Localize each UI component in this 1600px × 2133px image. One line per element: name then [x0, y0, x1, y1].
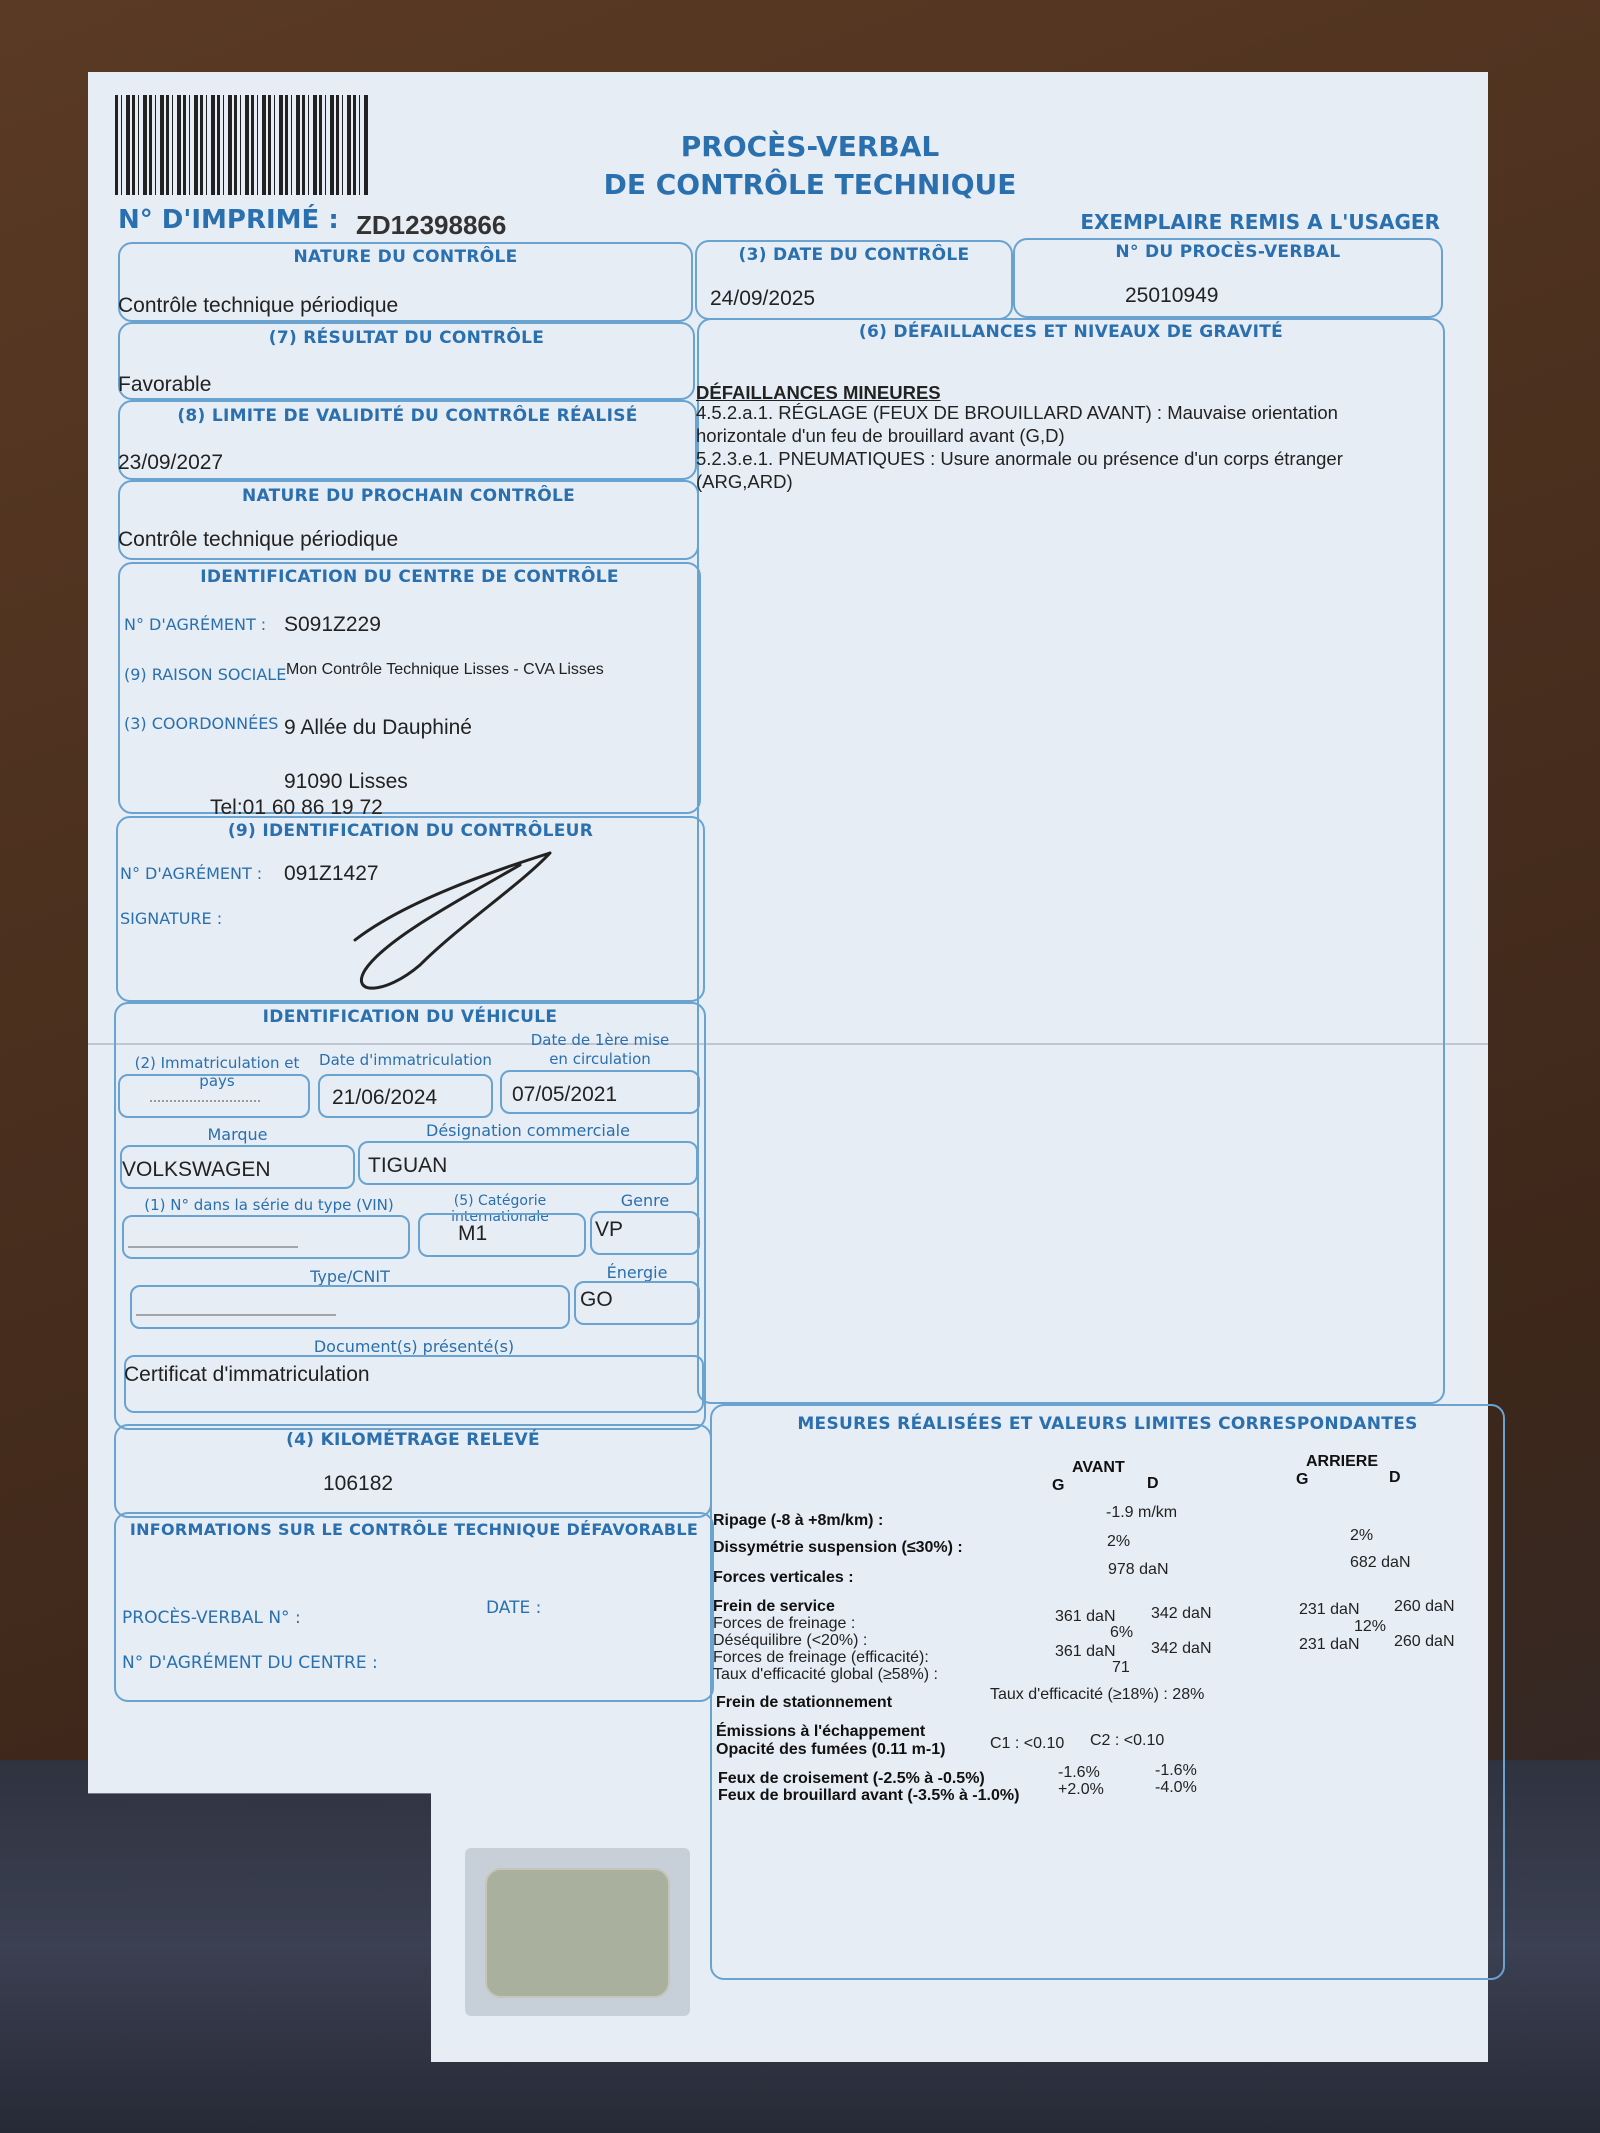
dissymetrie-ar: 2% [1350, 1527, 1374, 1544]
brouillard-g: +2.0% [1058, 1781, 1104, 1798]
defaillances-header: (6) DÉFAILLANCES ET NIVEAUX DE GRAVITÉ [858, 322, 1284, 342]
controleur-agrement-label: N° D'AGRÉMENT : [120, 864, 263, 883]
croisement-g: -1.6% [1058, 1764, 1100, 1781]
dissymetrie-label: Dissymétrie suspension (≤30%) : [713, 1539, 963, 1556]
brouillard-label: Feux de brouillard avant (-3.5% à -1.0%) [718, 1787, 1020, 1804]
designation-label: Désignation commerciale [426, 1121, 630, 1140]
prochain-header: NATURE DU PROCHAIN CONTRÔLE [241, 486, 576, 506]
defaillance-line-4: (ARG,ARD) [696, 471, 793, 492]
forces-freinage-label: Forces de freinage : [713, 1615, 856, 1632]
defavorable-date-label: DATE : [486, 1598, 542, 1618]
defaillance-line-1: 4.5.2.a.1. RÉGLAGE (FEUX DE BROUILLARD AVANT) : Mauvaise orientation [696, 402, 1338, 423]
vin-redacted [128, 1228, 298, 1248]
resultat-header: (7) RÉSULTAT DU CONTRÔLE [268, 328, 545, 348]
forces-vert-label: Forces verticales : [713, 1569, 854, 1586]
designation-value: TIGUAN [368, 1154, 448, 1177]
categorie-label: (5) Catégorie internationale [451, 1193, 549, 1225]
ripage-value: -1.9 m/km [1106, 1504, 1178, 1521]
defavorable-agrement-label: N° D'AGRÉMENT DU CENTRE : [122, 1653, 378, 1673]
fe-av-g: 361 daN [1055, 1643, 1116, 1660]
c2-value: C2 : <0.10 [1090, 1732, 1165, 1749]
opacite-label: Opacité des fumées (0.11 m-1) [716, 1741, 946, 1758]
avant-g-label: G [1052, 1477, 1065, 1494]
date-controle-header: (3) DATE DU CONTRÔLE [738, 245, 970, 265]
energie-value: GO [580, 1288, 613, 1311]
date-controle-value: 24/09/2025 [710, 287, 816, 310]
limite-header: (8) LIMITE DE VALIDITÉ DU CONTRÔLE RÉALISÉ [177, 406, 638, 426]
marque-label: Marque [207, 1125, 268, 1144]
croisement-label: Feux de croisement (-2.5% à -0.5%) [718, 1770, 985, 1787]
c1-value: C1 : <0.10 [990, 1735, 1065, 1752]
forces-eff-label: Forces de freinage (efficacité): [713, 1649, 929, 1666]
arriere-d-label: D [1389, 1469, 1401, 1486]
defavorable-box [114, 1512, 714, 1702]
doc-title-line2: DE CONTRÔLE TECHNIQUE [603, 168, 1017, 201]
type-redacted [136, 1298, 336, 1316]
forces-vert-av: 978 daN [1108, 1561, 1169, 1578]
premiere-value: 07/05/2021 [512, 1083, 618, 1106]
categorie-value: M1 [458, 1222, 488, 1245]
centre-header: IDENTIFICATION DU CENTRE DE CONTRÔLE [200, 567, 619, 587]
barcode [115, 95, 370, 195]
immat-label: (2) Immatriculation et pays [134, 1054, 300, 1090]
ff-av-d: 342 daN [1151, 1605, 1212, 1622]
taux-global-label: Taux d'efficacité global (≥58%) : [713, 1666, 938, 1683]
limite-value: 23/09/2027 [118, 451, 224, 474]
immat-redacted [150, 1092, 260, 1102]
centre-raison-label: (9) RAISON SOCIALE [124, 665, 287, 684]
marque-value: VOLKSWAGEN [122, 1158, 271, 1181]
fe-ar-g: 231 daN [1299, 1636, 1360, 1653]
ff-ar-d: 260 daN [1394, 1598, 1455, 1615]
resultat-value: Favorable [118, 373, 212, 396]
date-immat-label: Date d'immatriculation [319, 1051, 492, 1069]
date-immat-value: 21/06/2024 [332, 1086, 438, 1109]
desequilibre-label: Déséquilibre (<20%) : [713, 1632, 868, 1649]
exemplaire-label: EXEMPLAIRE REMIS A L'USAGER [1080, 210, 1440, 234]
genre-value: VP [595, 1218, 624, 1241]
stationnement-label: Frein de stationnement [716, 1694, 893, 1711]
nature-controle-header: NATURE DU CONTRÔLE [293, 247, 518, 267]
ripage-label: Ripage (-8 à +8m/km) : [713, 1512, 884, 1529]
arriere-label: ARRIERE [1306, 1453, 1379, 1470]
type-label: Type/CNIT [310, 1267, 390, 1286]
controleur-header: (9) IDENTIFICATION DU CONTRÔLEUR [227, 821, 594, 841]
controller-signature [340, 845, 600, 1005]
vignette-window [485, 1868, 670, 1998]
taux-global-value: 71 [1112, 1659, 1130, 1676]
premiere-label-2: en circulation [549, 1050, 651, 1068]
centre-address1: 9 Allée du Dauphiné [284, 716, 472, 739]
centre-agrement-value: S091Z229 [284, 613, 381, 636]
defavorable-pv-label: PROCÈS-VERBAL N° : [122, 1608, 301, 1628]
emissions-label: Émissions à l'échappement [716, 1723, 926, 1740]
centre-coord-label: (3) COORDONNÉES [124, 714, 279, 733]
ff-av-g: 361 daN [1055, 1608, 1116, 1625]
fe-ar-d: 260 daN [1394, 1633, 1455, 1650]
categorie-field [418, 1213, 586, 1257]
avant-d-label: D [1147, 1475, 1159, 1492]
stationnement-value: Taux d'efficacité (≥18%) : 28% [990, 1686, 1205, 1703]
ff-ar-g: 231 daN [1299, 1601, 1360, 1618]
num-pv-header: N° DU PROCÈS-VERBAL [1115, 242, 1341, 262]
centre-address2: 91090 Lisses [284, 770, 408, 793]
nature-controle-value: Contrôle technique périodique [118, 294, 399, 317]
num-pv-value: 25010949 [1125, 284, 1219, 307]
documents-value: Certificat d'immatriculation [124, 1363, 370, 1386]
fe-av-d: 342 daN [1151, 1640, 1212, 1657]
vehicule-header: IDENTIFICATION DU VÉHICULE [262, 1007, 558, 1027]
dissymetrie-av: 2% [1107, 1533, 1131, 1550]
centre-raison-value: Mon Contrôle Technique Lisses - CVA Lisses [286, 661, 604, 678]
arriere-g-label: G [1296, 1471, 1309, 1488]
deseq-ar: 12% [1354, 1618, 1387, 1635]
croisement-d: -1.6% [1155, 1762, 1197, 1779]
centre-agrement-label: N° D'AGRÉMENT : [124, 615, 267, 634]
brouillard-d: -4.0% [1155, 1779, 1197, 1796]
defaillance-line-3: 5.2.3.e.1. PNEUMATIQUES : Usure anormale ou présence d'un corps étranger [696, 448, 1343, 469]
kilometrage-header: (4) KILOMÉTRAGE RELEVÉ [286, 1430, 540, 1450]
centre-tel: Tel:01 60 86 19 72 [210, 796, 383, 819]
defaillances-box [697, 318, 1445, 1404]
signature-label: SIGNATURE : [120, 909, 223, 928]
forces-vert-ar: 682 daN [1350, 1554, 1411, 1571]
defavorable-header: INFORMATIONS SUR LE CONTRÔLE TECHNIQUE DÉFAVORABLE [129, 1520, 699, 1539]
mesures-header: MESURES RÉALISÉES ET VALEURS LIMITES CORRESPONDANTES [797, 1414, 1418, 1434]
kilometrage-value: 106182 [323, 1472, 394, 1495]
defaillance-line-2: horizontale d'un feu de brouillard avant (G,D) [696, 425, 1065, 446]
defaillances-title: DÉFAILLANCES MINEURES [696, 382, 941, 403]
controleur-agrement-value: 091Z1427 [284, 862, 379, 885]
genre-label: Genre [620, 1191, 670, 1210]
premiere-label-1: Date de 1ère mise [530, 1031, 670, 1049]
centre-box [118, 562, 701, 814]
doc-title-line1: PROCÈS-VERBAL [680, 130, 940, 163]
documents-label: Document(s) présenté(s) [313, 1337, 515, 1356]
avant-label: AVANT [1072, 1459, 1125, 1476]
energie-label: Énergie [606, 1263, 668, 1282]
frein-service-label: Frein de service [713, 1598, 835, 1615]
vin-label: (1) N° dans la série du type (VIN) [144, 1196, 394, 1214]
imprime-label: N° D'IMPRIMÉ : [118, 205, 339, 235]
imprime-value: ZD12398866 [356, 210, 507, 240]
deseq-av: 6% [1110, 1624, 1134, 1641]
prochain-value: Contrôle technique périodique [118, 528, 399, 551]
